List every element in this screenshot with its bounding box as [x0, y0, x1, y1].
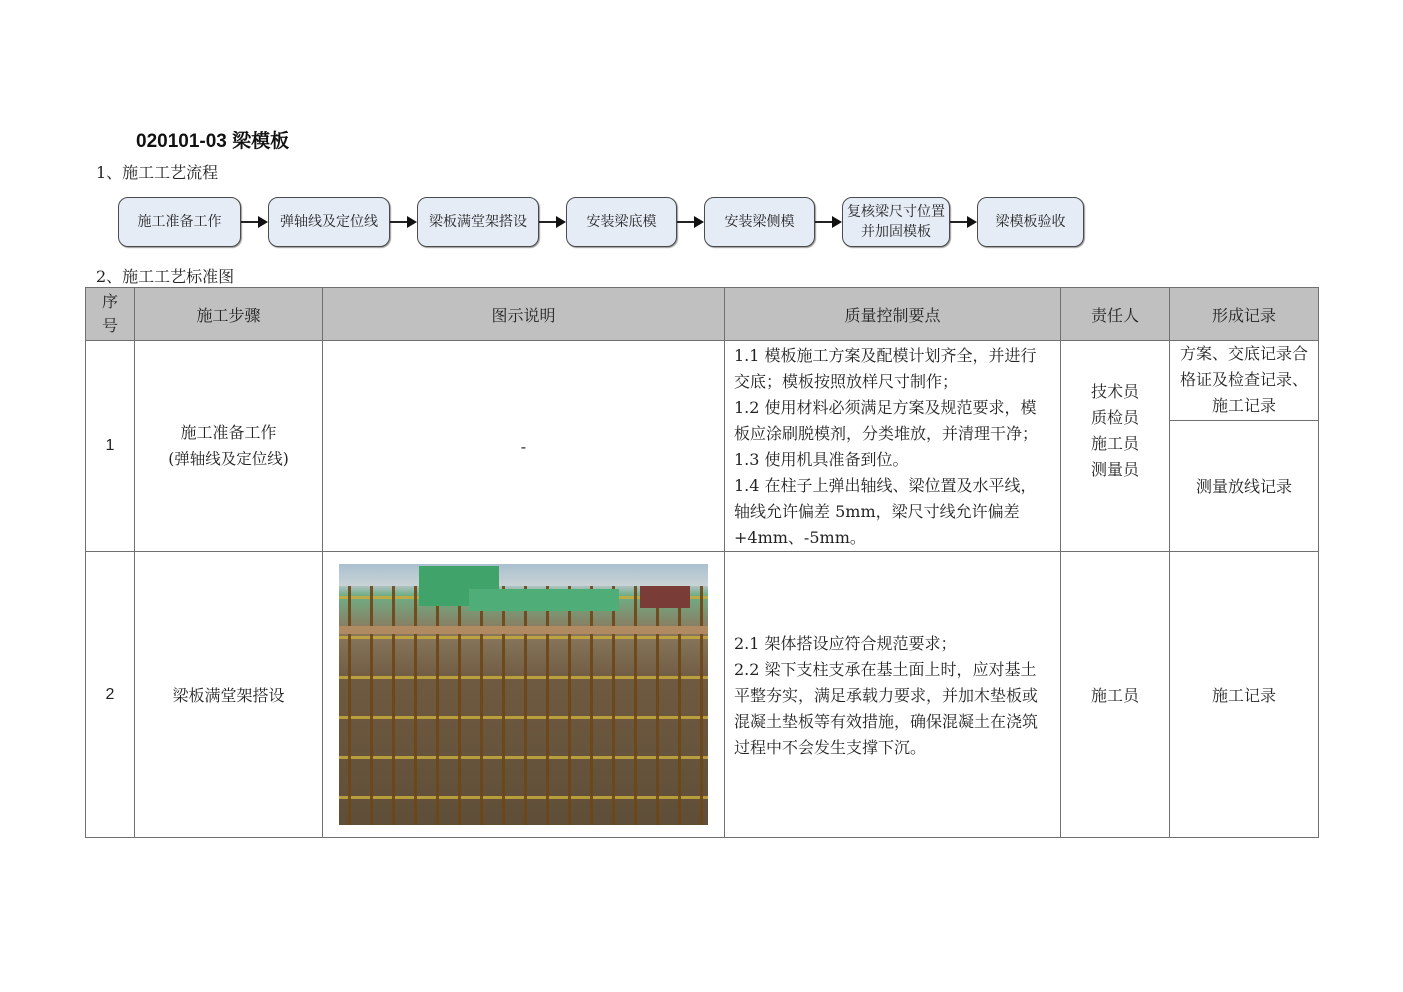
quality-point: 1.1 模板施工方案及配模计划齐全，并进行交底；模板按照放样尺寸制作； — [734, 346, 1037, 391]
row-illustration — [323, 552, 725, 838]
header-records: 形成记录 — [1170, 288, 1319, 341]
flow-step-label-line1: 复核梁尺寸位置 — [847, 204, 945, 220]
flow-step-label: 梁模板验收 — [995, 214, 1066, 230]
header-step: 施工步骤 — [135, 288, 323, 341]
flow-step-label: 安装梁底模 — [586, 214, 657, 230]
photo-building — [640, 586, 690, 608]
section-heading-process-flow: 1、施工工艺流程 — [96, 163, 219, 182]
row-responsible — [1061, 341, 1170, 552]
row-quality-points — [725, 552, 1061, 838]
responsible-person: 施工员 — [1090, 434, 1139, 453]
flow-step-label-line2: 并加固模板 — [861, 224, 931, 240]
row-responsible: 施工员 — [1061, 552, 1170, 838]
record-cell: 方案、交底记录合格证及检查记录、施工记录 — [1170, 341, 1319, 421]
arrow-right-icon — [677, 197, 704, 247]
document-title: 020101-03 梁模板 — [136, 131, 290, 152]
header-seq-line1: 序 — [101, 292, 118, 311]
quality-point: 1.3 使用机具准备到位。 — [734, 450, 909, 469]
arrow-right-icon — [390, 197, 417, 247]
step-line2: (弹轴线及定位线) — [168, 450, 289, 468]
row-step: 梁板满堂架搭设 — [135, 552, 323, 838]
flow-step-2 — [268, 197, 390, 247]
quality-point: 1.4 在柱子上弹出轴线、梁位置及水平线，轴线允许偏差 5mm，梁尺寸线允许偏差+4mm、-5mm。 — [734, 476, 1037, 547]
arrow-right-icon — [241, 197, 268, 247]
table-row — [86, 552, 1319, 838]
arrow-right-icon — [815, 197, 842, 247]
table-row — [86, 341, 1319, 421]
flow-step-4 — [566, 197, 677, 247]
row-step — [135, 341, 323, 552]
flow-step-1 — [118, 197, 241, 247]
section-heading-standard-diagram: 2、施工工艺标准图 — [96, 267, 235, 286]
header-responsible: 责任人 — [1061, 288, 1170, 341]
flow-step-3 — [417, 197, 539, 247]
table-header-row — [86, 288, 1319, 341]
row-seq: 2 — [86, 552, 135, 838]
row-seq: 1 — [86, 341, 135, 552]
arrow-right-icon — [539, 197, 566, 247]
header-illustration: 图示说明 — [323, 288, 725, 341]
quality-point: 2.1 架体搭设应符合规范要求； — [734, 633, 957, 653]
flow-step-6 — [842, 197, 950, 247]
flow-step-label: 梁板满堂架搭设 — [429, 214, 527, 230]
flow-step-label: 施工准备工作 — [137, 214, 222, 230]
responsible-person: 测量员 — [1090, 460, 1139, 479]
process-flow-diagram — [118, 197, 1084, 247]
photo-green-net — [469, 589, 619, 611]
record-cell: 施工记录 — [1170, 552, 1319, 838]
photo-deck — [339, 626, 708, 634]
quality-point: 2.2 梁下支柱支承在基土面上时，应对基土平整夯实，满足承载力要求，并加木垫板或混凝土垫板等有效措施，确保混凝土在浇筑过程中不会发生支撑下沉。 — [734, 659, 1039, 757]
photo-sky — [339, 564, 708, 586]
flow-step-7 — [977, 197, 1084, 247]
row-illustration: - — [323, 341, 725, 552]
arrow-right-icon — [950, 197, 977, 247]
record-cell: 测量放线记录 — [1170, 420, 1319, 551]
quality-point: 1.2 使用材料必须满足方案及规范要求，模板应涂刷脱模剂，分类堆放，并清理干净； — [734, 398, 1039, 443]
flow-step-label: 弹轴线及定位线 — [280, 214, 378, 230]
header-seq — [86, 288, 135, 341]
flow-step-label: 安装梁侧模 — [724, 214, 795, 230]
standard-process-table — [85, 287, 1319, 838]
header-seq-line2: 号 — [101, 316, 118, 335]
header-quality: 质量控制要点 — [725, 288, 1061, 341]
scaffolding-photo — [339, 564, 708, 825]
row-quality-points — [725, 341, 1061, 552]
responsible-person: 技术员 — [1090, 382, 1139, 401]
step-line1: 施工准备工作 — [180, 423, 277, 442]
flow-step-5 — [704, 197, 815, 247]
responsible-person: 质检员 — [1090, 408, 1139, 427]
